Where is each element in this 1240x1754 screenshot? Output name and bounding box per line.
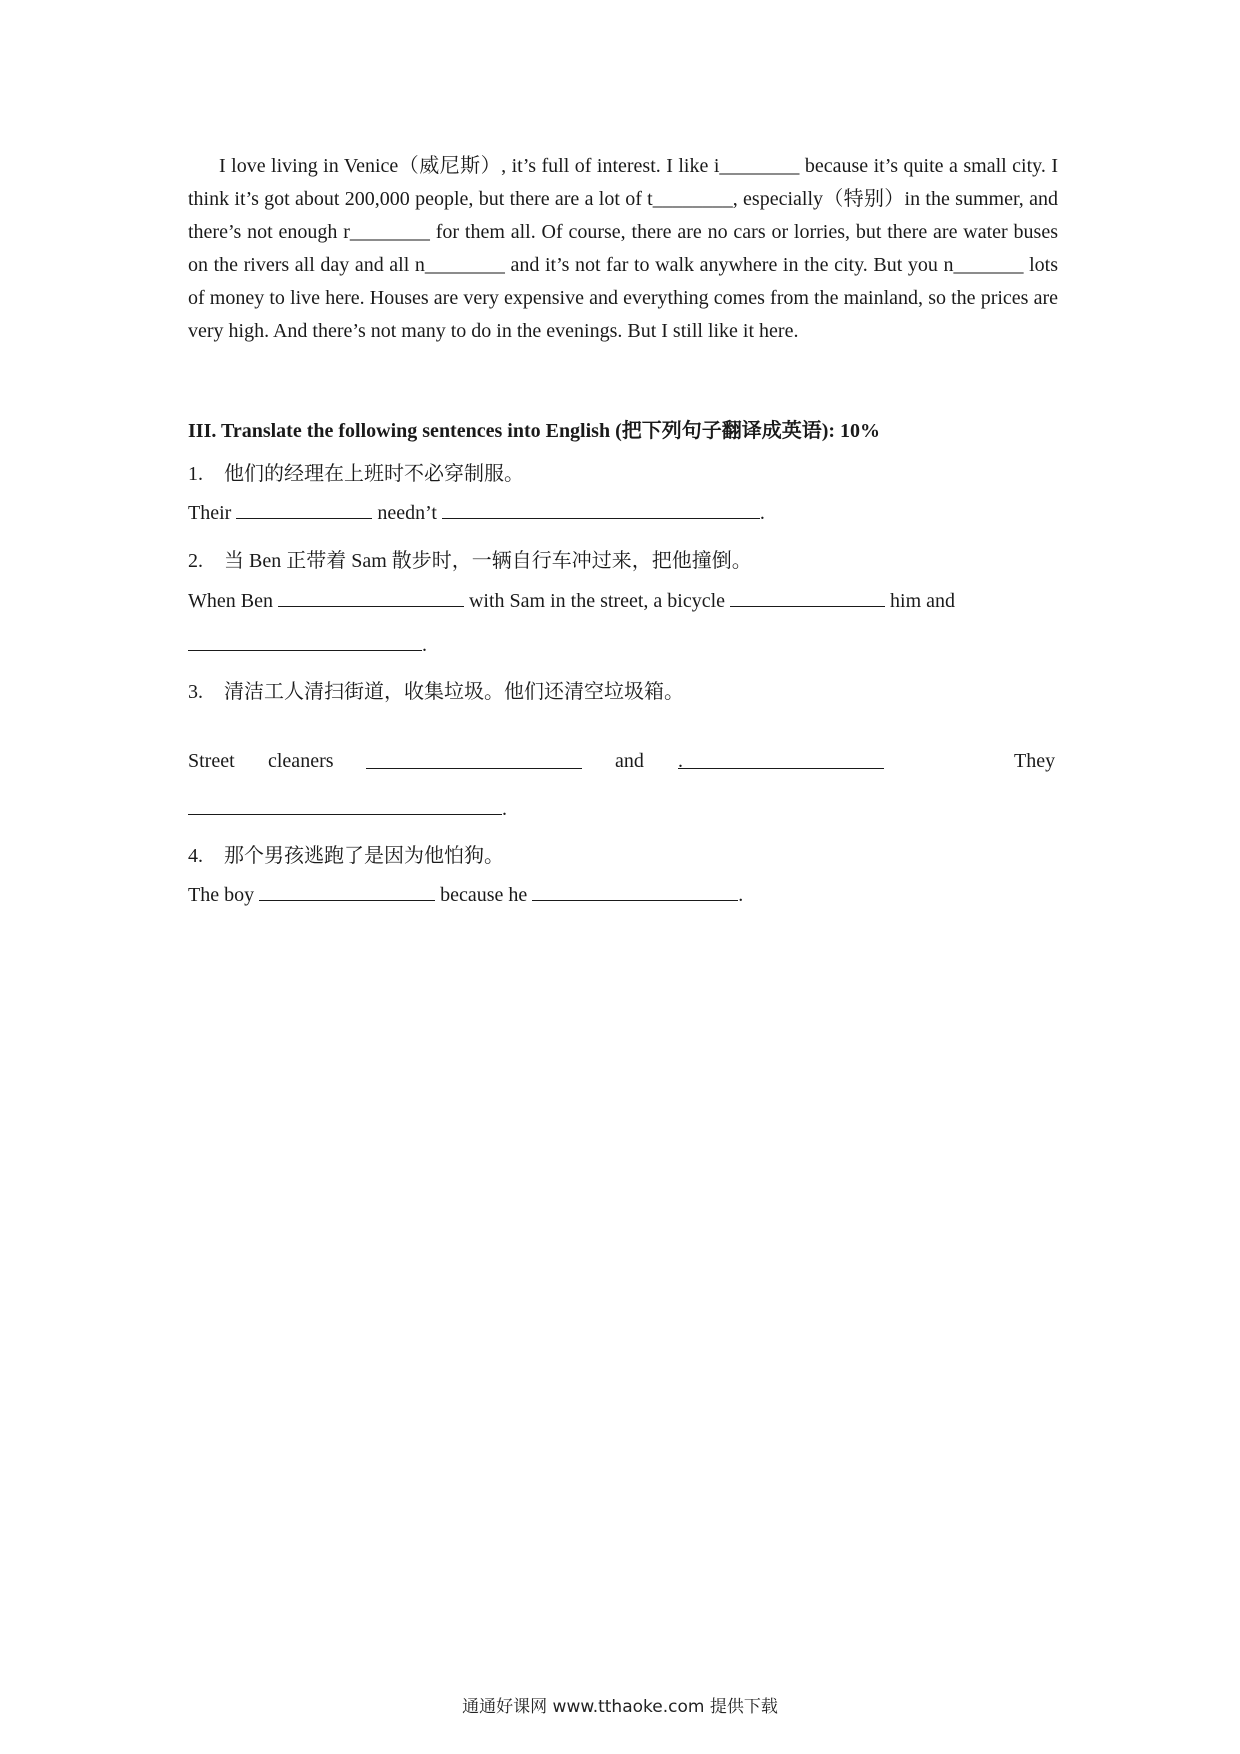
question-text: 他们的经理在上班时不必穿制服。 xyxy=(224,463,524,485)
answer-word: Their xyxy=(188,502,232,524)
answer-blank[interactable] xyxy=(730,588,885,607)
answer-word: needn’t xyxy=(377,502,437,524)
answer-word: him and xyxy=(890,590,956,612)
section-title: III. Translate the following sentences into English (把下列句子翻译成英语): 10% xyxy=(188,420,881,442)
question-3 xyxy=(188,675,684,704)
answer-blank[interactable] xyxy=(188,796,502,815)
answer-line-2-cont xyxy=(188,632,427,657)
question-number: 3. xyxy=(188,681,203,703)
answer-punct: . xyxy=(738,884,744,906)
answer-blank[interactable] xyxy=(259,882,435,901)
question-2 xyxy=(188,544,752,573)
answer-blank[interactable] xyxy=(188,632,422,651)
answer-line-3 xyxy=(188,750,1058,776)
answer-word: Street xyxy=(188,750,235,772)
answer-line-4 xyxy=(188,882,743,907)
answer-word: They xyxy=(1014,750,1056,772)
page-footer: 通通好课网 www.tthaoke.com 提供下载 xyxy=(462,1697,778,1717)
answer-punct: . xyxy=(678,750,683,772)
answer-word: with Sam in the street, a bicycle xyxy=(468,590,726,612)
question-number: 1. xyxy=(188,463,203,485)
answer-blank[interactable] xyxy=(678,750,884,769)
question-4 xyxy=(188,839,504,868)
question-text: 当 Ben 正带着 Sam 散步时，一辆自行车冲过来，把他撞倒。 xyxy=(224,550,752,572)
reading-passage: I love living in Venice（威尼斯）, it’s full of interest. I like i________ because it’s quite a small city. I think it’s got about 200,000 people, but there are a lot of t________, especially（特别）in the summer, and there’s not enough r________ for them all. Of course, there are no cars or lorries, but there are water buses on the rivers all day and all n________ and it’s not far to walk anywhere in the city. But you n_______ lots of money to live here. Houses are very expensive and everything comes from the mainland, so the prices are very high. And there’s not many to do in the evenings. But I still like it here. xyxy=(188,155,1058,342)
answer-blank[interactable] xyxy=(442,500,760,519)
answer-punct: . xyxy=(422,634,427,656)
answer-line-3-cont xyxy=(188,796,507,821)
answer-blank[interactable] xyxy=(532,882,738,901)
question-text: 清洁工人清扫街道，收集垃圾。他们还清空垃圾箱。 xyxy=(224,681,684,703)
question-text: 那个男孩逃跑了是因为他怕狗。 xyxy=(224,845,504,867)
answer-punct: . xyxy=(759,502,765,524)
answer-word: and xyxy=(615,750,644,772)
answer-blank[interactable] xyxy=(236,500,372,519)
answer-blank[interactable] xyxy=(278,588,464,607)
answer-punct: . xyxy=(502,798,507,820)
question-number: 4. xyxy=(188,845,203,867)
question-1 xyxy=(188,457,524,486)
answer-blank[interactable] xyxy=(366,750,582,769)
answer-word: cleaners xyxy=(268,750,334,772)
answer-line-2 xyxy=(188,588,1058,613)
answer-word: When Ben xyxy=(188,590,273,612)
answer-word: because he xyxy=(440,884,528,906)
question-number: 2. xyxy=(188,550,203,572)
answer-line-1 xyxy=(188,500,765,525)
answer-word: The boy xyxy=(188,884,255,906)
